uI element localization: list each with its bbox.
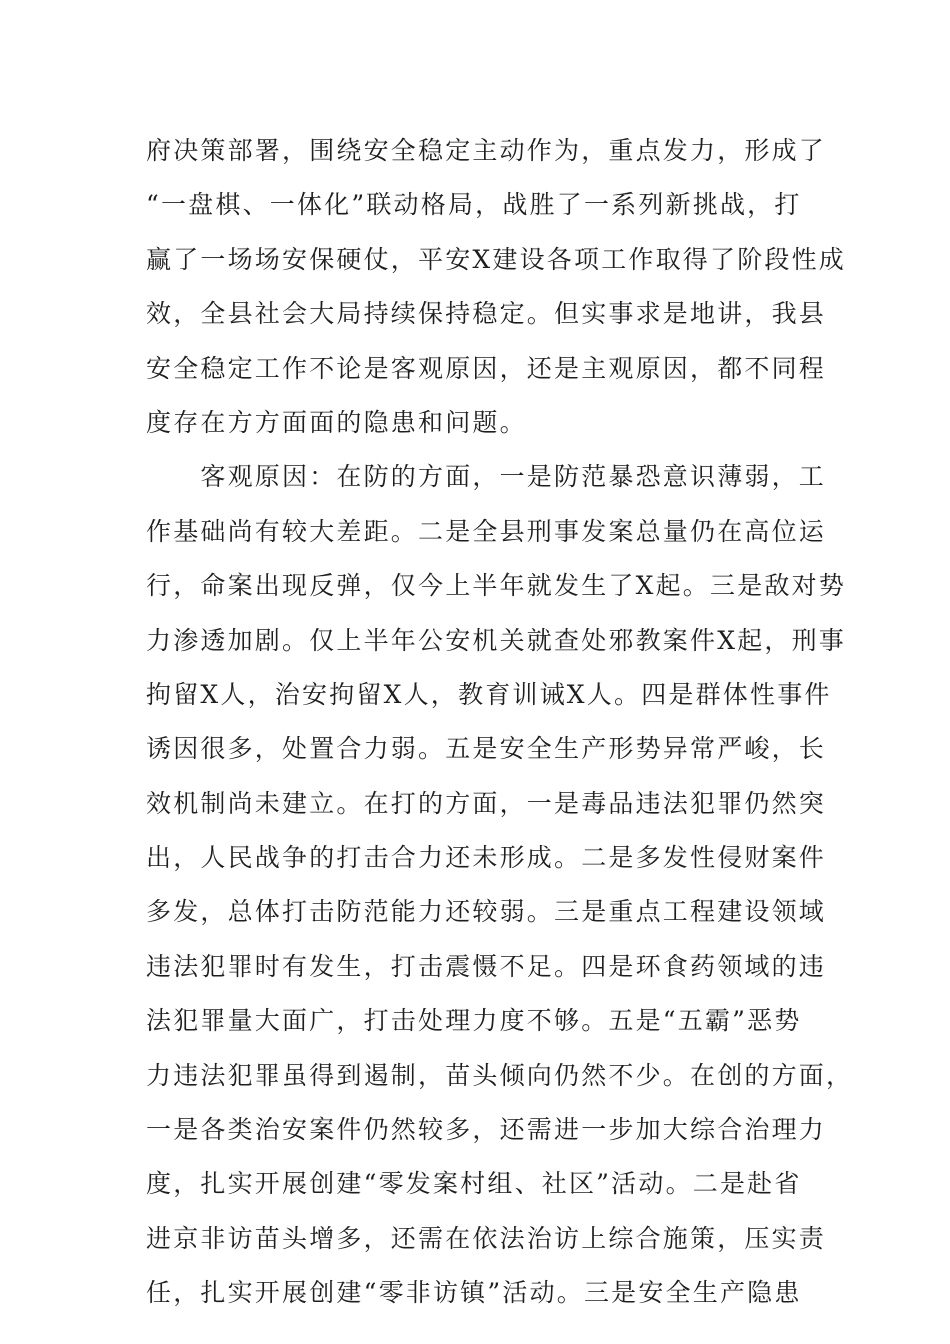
text-line: 力渗透加剧。仅上半年公安机关就查处邪教案件X起，刑事 (146, 625, 847, 655)
text-line: 违法犯罪时有发生，打击震慑不足。四是环食药领域的违 (146, 951, 827, 981)
text-line: 进京非访苗头增多，还需在依法治访上综合施策，压实责 (146, 1223, 827, 1253)
text-line: 出，人民战争的打击合力还未形成。二是多发性侵财案件 (146, 843, 827, 873)
text-line: 拘留X人，治安拘留X人，教育训诫X人。四是群体性事件 (146, 679, 832, 709)
text-line: 赢了一场场安保硬仗，平安X建设各项工作取得了阶段性成 (146, 244, 847, 274)
text-line: 效机制尚未建立。在打的方面，一是毒品违法犯罪仍然突 (146, 788, 827, 818)
text-line: 府决策部署，围绕安全稳定主动作为，重点发力，形成了 (146, 136, 827, 165)
text-line: 行，命案出现反弹，仅今上半年就发生了X起。三是敌对势 (146, 571, 847, 601)
text-line: 法犯罪量大面广，打击处理力度不够。五是“五霸”恶势 (146, 1006, 802, 1036)
text-line: 多发，总体打击防范能力还较弱。三是重点工程建设领域 (146, 897, 827, 927)
text-line: 任，扎实开展创建“零非访镇”活动。三是安全生产隐患 (146, 1278, 802, 1308)
text-line: 客观原因：在防的方面，一是防范暴恐意识薄弱，工 (146, 462, 827, 492)
text-line: 效，全县社会大局持续保持稳定。但实事求是地讲，我县 (146, 299, 827, 329)
text-line: “一盘棋、一体化”联动格局，战胜了一系列新挑战，打 (146, 190, 802, 220)
text-line: 安全稳定工作不论是客观原因，还是主观原因，都不同程 (146, 353, 827, 383)
text-line: 度，扎实开展创建“零发案村组、社区”活动。二是赴省 (146, 1169, 802, 1199)
text-line: 诱因很多，处置合力弱。五是安全生产形势异常严峻，长 (146, 734, 827, 764)
text-line: 一是各类治安案件仍然较多，还需进一步加大综合治理力 (146, 1115, 827, 1145)
text-line: 作基础尚有较大差距。二是全县刑事发案总量仍在高位运 (146, 516, 827, 546)
text-line: 度存在方方面面的隐患和问题。 (146, 407, 527, 437)
text-line: 力违法犯罪虽得到遏制，苗头倾向仍然不少。在创的方面， (146, 1060, 854, 1090)
body-text (146, 124, 854, 1321)
